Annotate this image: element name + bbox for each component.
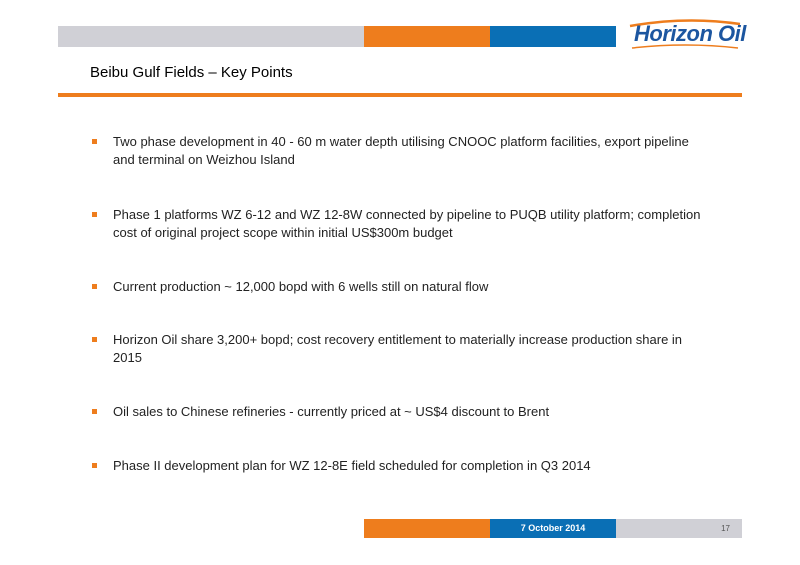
- bullet-square-icon: [92, 463, 97, 468]
- horizon-oil-logo: [626, 18, 744, 52]
- bullet-square-icon: [92, 284, 97, 289]
- bullet-square-icon: [92, 212, 97, 217]
- bullet-square-icon: [92, 139, 97, 144]
- bullet-text: Phase 1 platforms WZ 6-12 and WZ 12-8W connected by pipeline to PUQB utility platform; completion cost of original project scope within initial US$300m budget: [113, 207, 701, 240]
- header-band-blue: [490, 26, 616, 47]
- title-divider: [58, 93, 742, 97]
- page-number: 17: [721, 524, 730, 533]
- logo-text: Horizon Oil: [634, 21, 746, 46]
- bullet-text: Horizon Oil share 3,200+ bopd; cost recovery entitlement to materially increase production share in 2015: [113, 332, 683, 365]
- header-band-orange: [364, 26, 490, 47]
- footer-date: 7 October 2014: [520, 523, 586, 533]
- bullet-square-icon: [92, 337, 97, 342]
- bullet-square-icon: [92, 409, 97, 414]
- bullet-text: Oil sales to Chinese refineries - currently priced at ~ US$4 discount to Brent: [113, 404, 550, 419]
- header-band-gray: [58, 26, 364, 47]
- bullet-text: Current production ~ 12,000 bopd with 6 wells still on natural flow: [113, 279, 489, 294]
- slide-title: Beibu Gulf Fields – Key Points: [90, 64, 293, 81]
- bullet-text: Two phase development in 40 - 60 m water depth utilising CNOOC platform facilities, export pipeline and terminal on Weizhou Island: [113, 134, 689, 167]
- bullet-text: Phase II development plan for WZ 12-8E field scheduled for completion in Q3 2014: [113, 458, 591, 473]
- footer-band-orange: [364, 519, 490, 538]
